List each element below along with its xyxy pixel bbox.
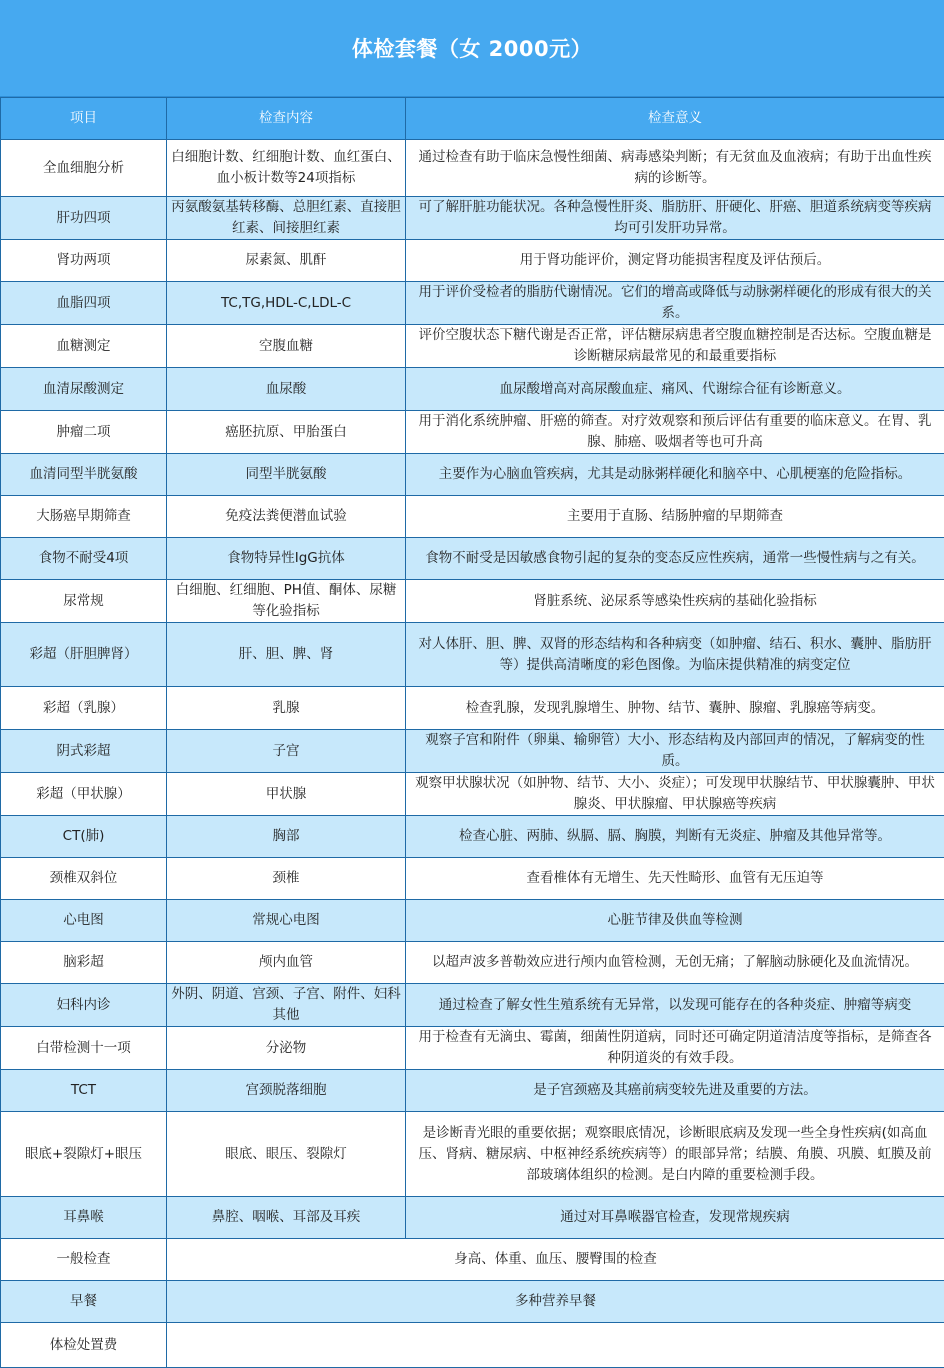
- table-row: [1, 325, 944, 368]
- row-meaning: 查看椎体有无增生、先天性畸形、血管有无压迫等: [406, 858, 944, 900]
- table-row: [1, 900, 944, 942]
- table-row: [1, 411, 944, 454]
- row-item: 心电图: [1, 900, 167, 942]
- row-meaning: 观察子宫和附件（卵巢、输卵管）大小、形态结构及内部回声的情况，了解病变的性质。: [406, 730, 944, 773]
- row-meaning: 用于肾功能评价，测定肾功能损害程度及评估预后。: [406, 240, 944, 282]
- row-meaning: 食物不耐受是因敏感食物引起的复杂的变态反应性疾病，通常一些慢性病与之有关。: [406, 538, 944, 580]
- row-item: 血脂四项: [1, 282, 167, 325]
- row-meaning: 肾脏系统、泌尿系等感染性疾病的基础化验指标: [406, 580, 944, 623]
- table-row: [1, 1112, 944, 1197]
- row-meaning: 是诊断青光眼的重要依据；观察眼底情况，诊断眼底病及发现一些全身性疾病(如高血压、肾病、糖尿病、中枢神经系统疾病等）的眼部异常；结膜、角膜、巩膜、虹膜及前部玻璃体组织的检测。是白内障的重要检测手段。: [406, 1112, 944, 1197]
- row-detail: 多种营养早餐: [167, 1281, 944, 1323]
- table-row: [1, 140, 944, 197]
- table-row: [1, 623, 944, 687]
- row-detail: [167, 1323, 944, 1368]
- row-meaning: 检查乳腺，发现乳腺增生、肿物、结节、囊肿、腺瘤、乳腺癌等病变。: [406, 687, 944, 730]
- header-meaning: 检查意义: [406, 98, 944, 140]
- row-meaning: 观察甲状腺状况（如肿物、结节、大小、炎症）；可发现甲状腺结节、甲状腺囊肿、甲状腺炎、甲状腺瘤、甲状腺癌等疾病: [406, 773, 944, 816]
- row-meaning: 评价空腹状态下糖代谢是否正常，评估糖尿病患者空腹血糖控制是否达标。空腹血糖是诊断糖尿病最常见的和最重要指标: [406, 325, 944, 368]
- row-meaning: 主要用于直肠、结肠肿瘤的早期筛查: [406, 496, 944, 538]
- row-item: 血清同型半胱氨酸: [1, 454, 167, 496]
- row-meaning: 用于评价受检者的脂肪代谢情况。它们的增高或降低与动脉粥样硬化的形成有很大的关系。: [406, 282, 944, 325]
- table-row: [1, 454, 944, 496]
- table-row: [1, 942, 944, 984]
- row-item: 颈椎双斜位: [1, 858, 167, 900]
- table-row: [1, 240, 944, 282]
- row-content: 子宫: [167, 730, 406, 773]
- row-item: 白带检测十一项: [1, 1027, 167, 1070]
- table-row: [1, 1070, 944, 1112]
- table-row: [1, 816, 944, 858]
- title-bar: [0, 0, 944, 97]
- row-item: 血清尿酸测定: [1, 368, 167, 411]
- row-item: 妇科内诊: [1, 984, 167, 1027]
- row-meaning: 用于检查有无滴虫、霉菌，细菌性阴道病，同时还可确定阴道清洁度等指标，是筛查各种阴道炎的有效手段。: [406, 1027, 944, 1070]
- merged-row: [1, 1323, 944, 1368]
- row-item: 食物不耐受4项: [1, 538, 167, 580]
- row-item: 脑彩超: [1, 942, 167, 984]
- row-content: 肝、胆、脾、肾: [167, 623, 406, 687]
- row-meaning: 通过检查有助于临床急慢性细菌、病毒感染判断；有无贫血及血液病；有助于出血性疾病的诊断等。: [406, 140, 944, 197]
- row-item: 肝功四项: [1, 197, 167, 240]
- row-item: 全血细胞分析: [1, 140, 167, 197]
- row-content: 常规心电图: [167, 900, 406, 942]
- row-content: 空腹血糖: [167, 325, 406, 368]
- table-body: [1, 140, 944, 1368]
- row-item: 彩超（乳腺）: [1, 687, 167, 730]
- row-item: 肿瘤二项: [1, 411, 167, 454]
- table-row: [1, 773, 944, 816]
- row-item: 阴式彩超: [1, 730, 167, 773]
- row-meaning: 以超声波多普勒效应进行颅内血管检测，无创无痛；了解脑动脉硬化及血流情况。: [406, 942, 944, 984]
- row-content: 同型半胱氨酸: [167, 454, 406, 496]
- table-row: [1, 282, 944, 325]
- row-content: 颈椎: [167, 858, 406, 900]
- row-meaning: 血尿酸增高对高尿酸血症、痛风、代谢综合征有诊断意义。: [406, 368, 944, 411]
- row-content: 癌胚抗原、甲胎蛋白: [167, 411, 406, 454]
- table-row: [1, 1027, 944, 1070]
- page-title: 体检套餐（女 2000元）: [352, 33, 592, 63]
- row-item: 眼底+裂隙灯+眼压: [1, 1112, 167, 1197]
- row-item: 彩超（肝胆脾肾）: [1, 623, 167, 687]
- row-meaning: 对人体肝、胆、脾、双肾的形态结构和各种病变（如肿瘤、结石、积水、囊肿、脂肪肝等）提供高清晰度的彩色图像。为临床提供精准的病变定位: [406, 623, 944, 687]
- row-content: 眼底、眼压、裂隙灯: [167, 1112, 406, 1197]
- table-row: [1, 687, 944, 730]
- row-item: TCT: [1, 1070, 167, 1112]
- row-content: 外阴、阴道、宫颈、子宫、附件、妇科其他: [167, 984, 406, 1027]
- row-meaning: 是子宫颈癌及其癌前病变较先进及重要的方法。: [406, 1070, 944, 1112]
- table-header-row: [1, 98, 944, 140]
- row-item: 彩超（甲状腺）: [1, 773, 167, 816]
- row-content: 颅内血管: [167, 942, 406, 984]
- row-meaning: 主要作为心脑血管疾病，尤其是动脉粥样硬化和脑卒中、心肌梗塞的危险指标。: [406, 454, 944, 496]
- row-meaning: 通过对耳鼻喉器官检查，发现常规疾病: [406, 1197, 944, 1239]
- row-detail: 身高、体重、血压、腰臀围的检查: [167, 1239, 944, 1281]
- merged-row: [1, 1281, 944, 1323]
- table-row: [1, 496, 944, 538]
- row-item: 尿常规: [1, 580, 167, 623]
- row-meaning: 用于消化系统肿瘤、肝癌的筛查。对疗效观察和预后评估有重要的临床意义。在胃、乳腺、肺癌、吸烟者等也可升高: [406, 411, 944, 454]
- header-item: 项目: [1, 98, 167, 140]
- table-row: [1, 580, 944, 623]
- row-item: CT(肺): [1, 816, 167, 858]
- row-content: 尿素氮、肌酐: [167, 240, 406, 282]
- row-content: 分泌物: [167, 1027, 406, 1070]
- table-row: [1, 984, 944, 1027]
- row-content: 免疫法粪便潜血试验: [167, 496, 406, 538]
- row-item: 肾功两项: [1, 240, 167, 282]
- row-content: 甲状腺: [167, 773, 406, 816]
- table-row: [1, 368, 944, 411]
- row-content: 乳腺: [167, 687, 406, 730]
- row-item: 体检处置费: [1, 1323, 167, 1368]
- row-meaning: 心脏节律及供血等检测: [406, 900, 944, 942]
- table-row: [1, 538, 944, 580]
- row-item: 血糖测定: [1, 325, 167, 368]
- table-row: [1, 197, 944, 240]
- row-item: 大肠癌早期筛查: [1, 496, 167, 538]
- row-content: TC,TG,HDL-C,LDL-C: [167, 282, 406, 325]
- row-content: 血尿酸: [167, 368, 406, 411]
- package-table: [0, 97, 944, 1368]
- row-content: 鼻腔、咽喉、耳部及耳疾: [167, 1197, 406, 1239]
- row-item: 耳鼻喉: [1, 1197, 167, 1239]
- row-meaning: 可了解肝脏功能状况。各种急慢性肝炎、脂肪肝、肝硬化、肝癌、胆道系统病变等疾病均可引发肝功异常。: [406, 197, 944, 240]
- row-meaning: 通过检查了解女性生殖系统有无异常，以发现可能存在的各种炎症、肿瘤等病变: [406, 984, 944, 1027]
- row-content: 白细胞计数、红细胞计数、血红蛋白、血小板计数等24项指标: [167, 140, 406, 197]
- merged-row: [1, 1239, 944, 1281]
- row-item: 早餐: [1, 1281, 167, 1323]
- row-content: 胸部: [167, 816, 406, 858]
- row-content: 丙氨酸氨基转移酶、总胆红素、直接胆红素、间接胆红素: [167, 197, 406, 240]
- row-content: 白细胞、红细胞、PH值、酮体、尿糖等化验指标: [167, 580, 406, 623]
- row-item: 一般检查: [1, 1239, 167, 1281]
- table-row: [1, 858, 944, 900]
- row-meaning: 检查心脏、两肺、纵膈、膈、胸膜，判断有无炎症、肿瘤及其他异常等。: [406, 816, 944, 858]
- row-content: 宫颈脱落细胞: [167, 1070, 406, 1112]
- table-row: [1, 730, 944, 773]
- row-content: 食物特异性IgG抗体: [167, 538, 406, 580]
- header-content: 检查内容: [167, 98, 406, 140]
- table-row: [1, 1197, 944, 1239]
